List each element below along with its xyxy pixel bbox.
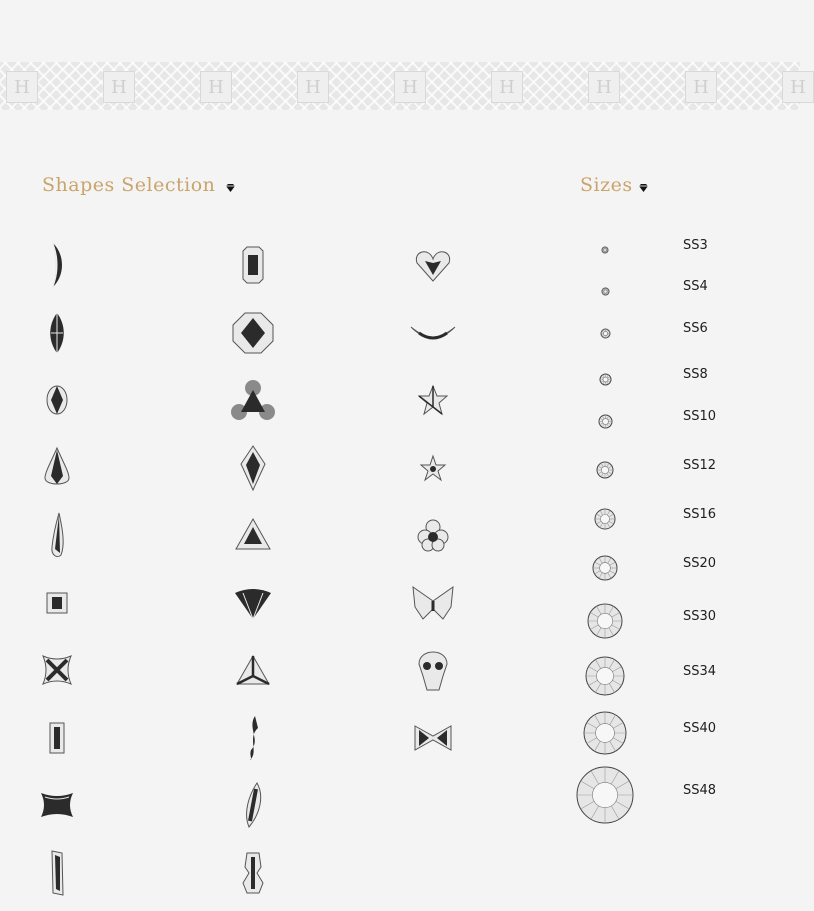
rivoli-star-gem-icon (408, 378, 458, 422)
size-label: SS34 (683, 664, 717, 679)
size-label: SS12 (683, 458, 717, 473)
contour-gem-icon (228, 851, 278, 895)
size-label: SS6 (683, 321, 708, 336)
monogram-mark: H (782, 71, 814, 103)
flower-fancy-gem-icon (408, 513, 458, 557)
size-label: SS10 (683, 409, 717, 424)
raindrop-gem-icon (32, 513, 82, 557)
monogram-mark: H (6, 71, 38, 103)
monogram-mark: H (394, 71, 426, 103)
navette-gem-icon (32, 311, 82, 355)
rhinestone-icon (599, 327, 612, 340)
square-gem-icon (32, 581, 82, 625)
rhinestone-icon (575, 765, 635, 825)
monogram-mark: H (103, 71, 135, 103)
rhinestone-icon (600, 245, 610, 255)
molecule-gem-icon (228, 378, 278, 422)
shapes-selection-heading: Shapes Selection (42, 174, 216, 196)
monogram-mark: H (588, 71, 620, 103)
size-label: SS8 (683, 367, 708, 382)
skull-gem-icon (408, 648, 458, 692)
eclipse-gem-icon (32, 243, 82, 287)
rhinestone-icon (595, 460, 615, 480)
bow-tie-gem-icon (408, 716, 458, 760)
pure-leaf-gem-icon (32, 378, 82, 422)
moon-gem-icon (408, 311, 458, 355)
size-label: SS16 (683, 507, 717, 522)
size-label: SS48 (683, 783, 717, 798)
rivoli-triangle-gem-icon (228, 648, 278, 692)
diamond-icon (225, 183, 236, 193)
monogram-mark: H (200, 71, 232, 103)
wave-gem-icon (228, 716, 278, 760)
rhinestone-icon (597, 413, 614, 430)
size-label: SS3 (683, 238, 708, 253)
rhinestone-icon (591, 554, 619, 582)
rectangle-gem-icon (228, 243, 278, 287)
monogram-mark: H (491, 71, 523, 103)
monogram-mark: H (297, 71, 329, 103)
drop-gem-icon (32, 446, 82, 490)
curvy-gem-icon (32, 783, 82, 827)
rhinestone-icon (586, 602, 624, 640)
baguette-gem-icon (32, 716, 82, 760)
diamond-icon (638, 183, 649, 193)
diamond-leaf-gem-icon (228, 783, 278, 827)
size-label: SS20 (683, 556, 717, 571)
size-label: SS40 (683, 721, 717, 736)
triangle-gem-icon (228, 513, 278, 557)
cosmic-baguette-gem-icon (32, 851, 82, 895)
sizes-heading: Sizes (580, 174, 633, 196)
rhinestone-icon (598, 372, 613, 387)
heart-gem-icon (408, 243, 458, 287)
butterfly-gem-icon (408, 581, 458, 625)
rhinestone-icon (584, 655, 626, 697)
size-label: SS4 (683, 279, 708, 294)
solaris-gem-icon (228, 311, 278, 355)
fan-gem-icon (228, 581, 278, 625)
rhinestone-icon (593, 507, 617, 531)
rivoli-snowflake-gem-icon (408, 446, 458, 490)
rhinestone-icon (582, 710, 628, 756)
monogram-mark: H (685, 71, 717, 103)
size-label: SS30 (683, 609, 717, 624)
rhinestone-icon (600, 286, 611, 297)
rhombus-gem-icon (228, 446, 278, 490)
starlet-gem-icon (32, 648, 82, 692)
decorative-pattern-band (0, 62, 806, 110)
